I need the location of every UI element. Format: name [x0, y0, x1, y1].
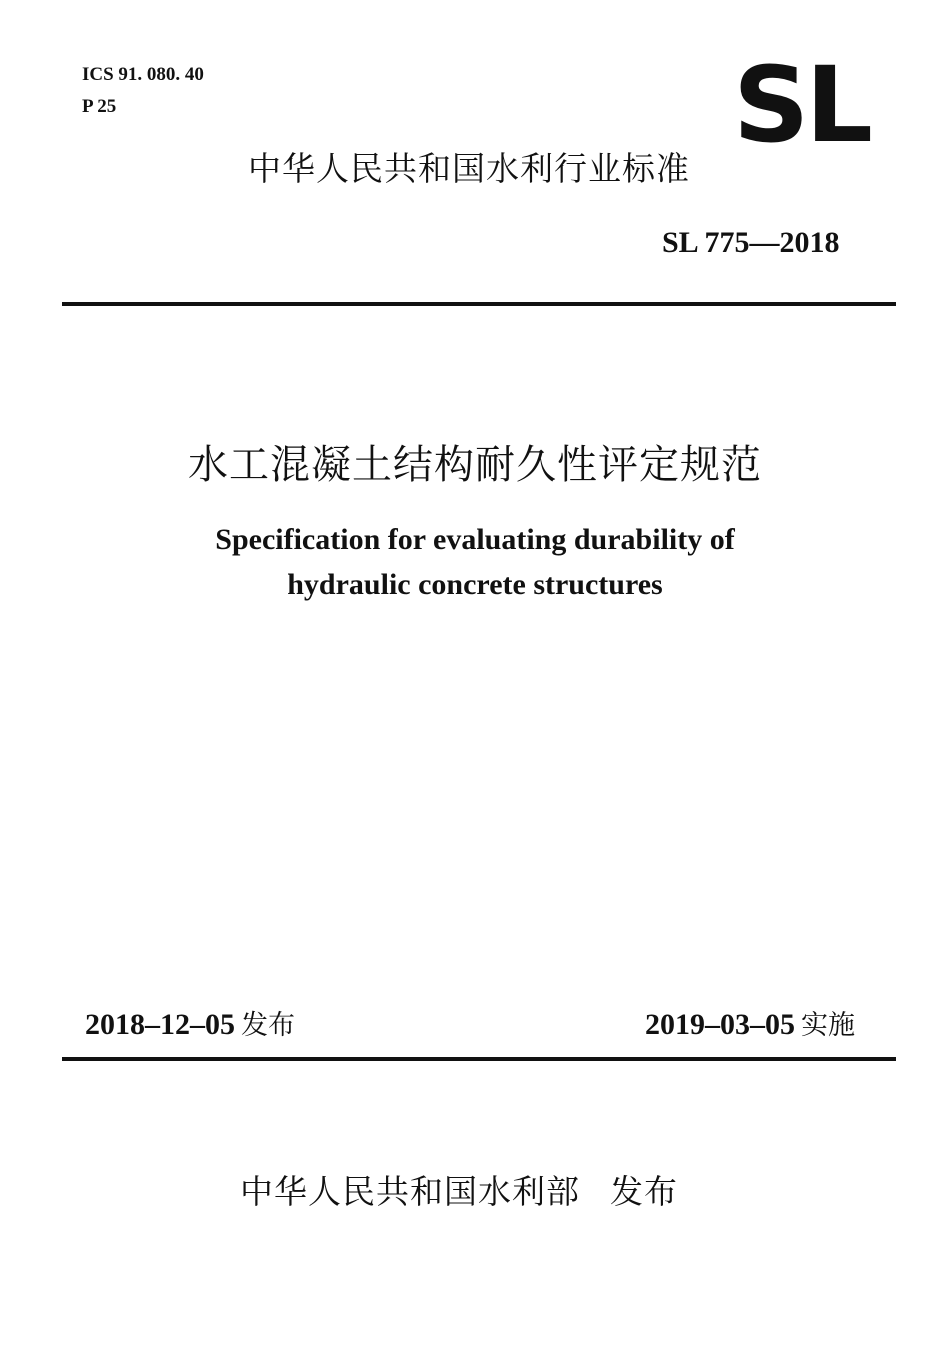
- implement-label: 实施: [801, 1010, 855, 1041]
- classification-code: P 25: [82, 96, 117, 117]
- implement-date: 2019–03–05: [645, 1008, 795, 1041]
- standard-number: SL 775—2018: [662, 226, 840, 259]
- sl-logo: SL: [733, 44, 869, 166]
- top-divider: [62, 302, 896, 306]
- bottom-divider: [62, 1057, 896, 1061]
- publisher-name: 中华人民共和国水利部: [240, 1172, 580, 1211]
- issue-date: 2018–12–05: [85, 1008, 235, 1041]
- title-english-line2: hydraulic concrete structures: [287, 568, 663, 601]
- issue-date-block: [85, 1005, 295, 1046]
- implement-date-block: [645, 1005, 855, 1046]
- ics-code: ICS 91. 080. 40: [82, 64, 204, 85]
- publish-label: 发布: [610, 1172, 678, 1211]
- standard-type: 中华人民共和国水利行业标准: [248, 149, 690, 188]
- publisher-block: [240, 1170, 678, 1214]
- title-english-line1: Specification for evaluating durability of: [215, 523, 735, 556]
- title-chinese: 水工混凝土结构耐久性评定规范: [188, 442, 762, 488]
- issue-label: 发布: [241, 1010, 295, 1041]
